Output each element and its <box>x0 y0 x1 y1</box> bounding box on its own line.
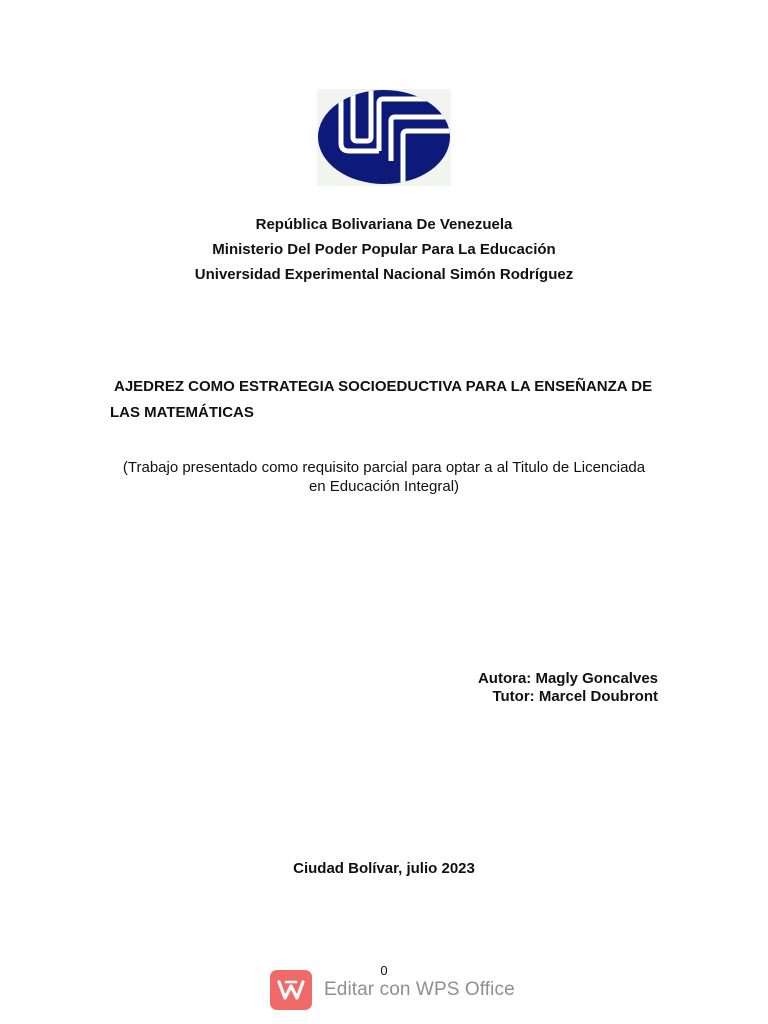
authors-block <box>478 670 658 705</box>
author-name: Autora: Magly Goncalves <box>477 670 658 687</box>
page-number: 0 <box>380 963 388 978</box>
document-title <box>110 374 670 425</box>
institution-header <box>0 212 768 287</box>
title-line-1: AJEDREZ COMO ESTRATEGIA SOCIOEDUCTIVA PARA LA ENSEÑANZA DE <box>114 378 653 395</box>
wps-logo-icon <box>270 970 312 1010</box>
title-line-2: LAS MATEMÁTICAS <box>110 403 254 421</box>
unesr-logo-icon <box>317 89 451 186</box>
header-line-republic: República Bolivariana De Venezuela <box>255 216 513 233</box>
university-logo <box>317 89 451 186</box>
header-line-ministry: Ministerio Del Poder Popular Para La Educación <box>212 241 556 258</box>
wps-edit-label: Editar con WPS Office <box>324 979 515 1000</box>
subtitle-line-2: en Educación Integral) <box>308 478 460 495</box>
tutor-name: Tutor: Marcel Doubront <box>492 687 658 705</box>
document-subtitle <box>100 458 668 496</box>
header-line-university: Universidad Experimental Nacional Simón Rodríguez <box>194 266 574 283</box>
edit-with-wps-button[interactable] <box>270 969 515 1011</box>
place-date: Ciudad Bolívar, julio 2023 <box>293 860 475 877</box>
subtitle-line-1: (Trabajo presentado como requisito parcial para optar a al Titulo de Licenciada <box>122 459 646 476</box>
